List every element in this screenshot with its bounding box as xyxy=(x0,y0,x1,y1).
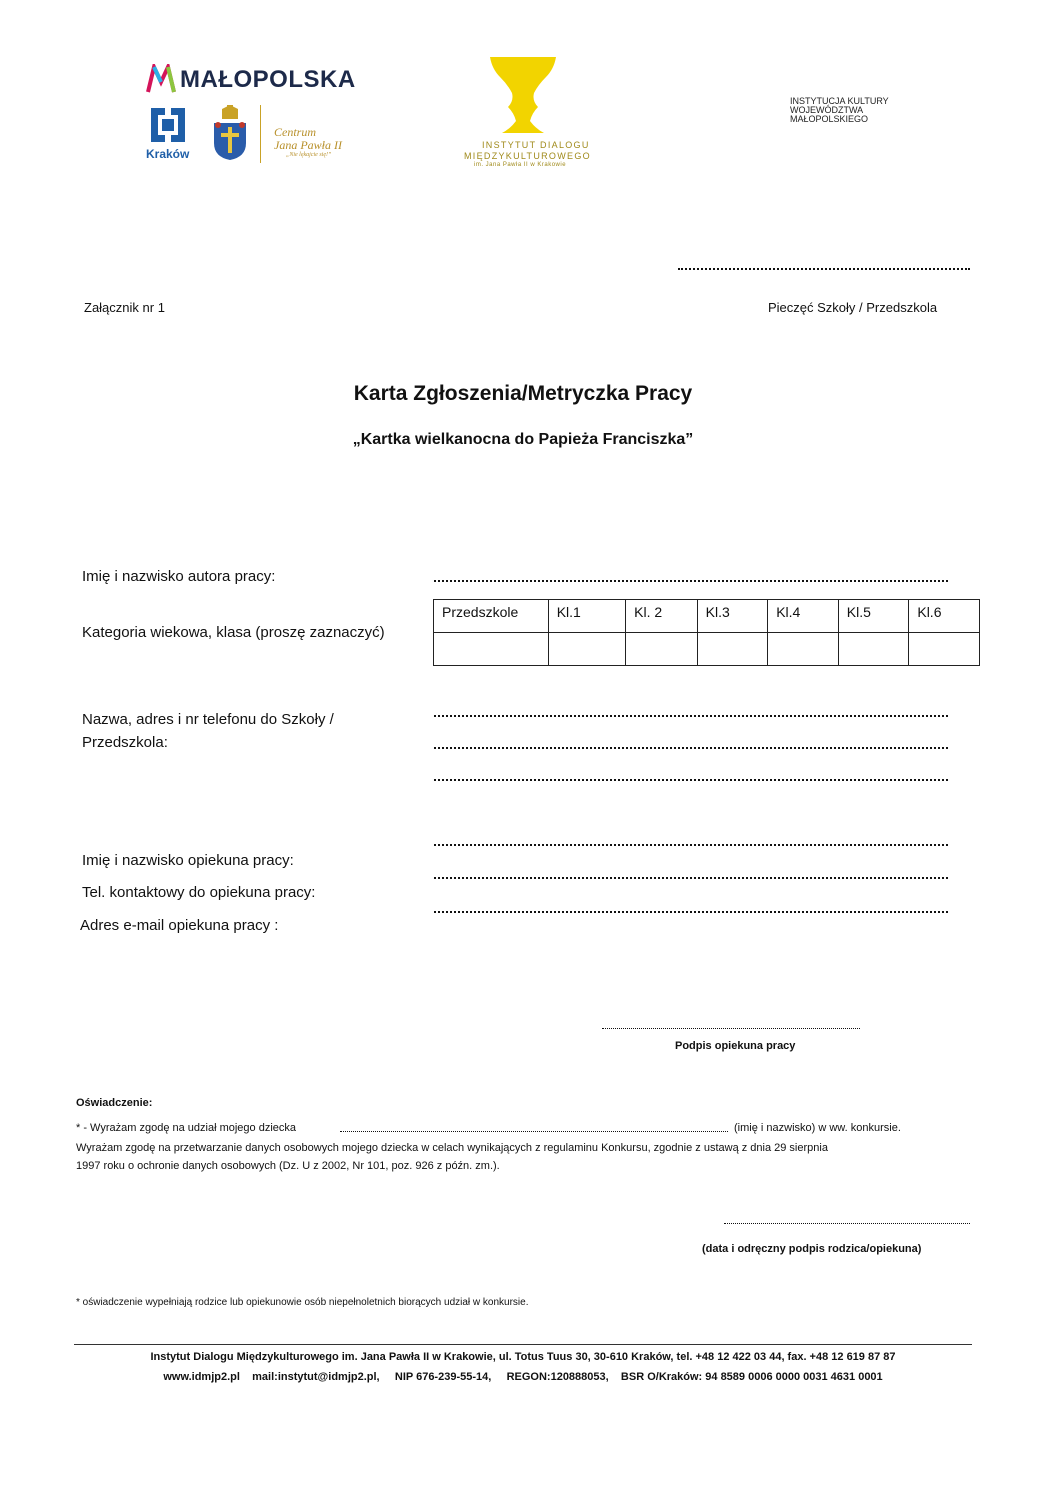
stamp-dotted-line xyxy=(678,268,970,270)
footer-line1: Instytut Dialogu Międzykulturowego im. Jana Pawła II w Krakowie, ul. Totus Tuus 30, 30-610 Kraków, tel. +48 12 422 03 44, fax. +48 12 619 87 87 xyxy=(150,1351,896,1363)
category-cell: Przedszkole xyxy=(434,600,549,633)
phone-input-line[interactable] xyxy=(434,877,948,879)
guardian-signature-line[interactable] xyxy=(602,1028,860,1029)
guardian-input-line[interactable] xyxy=(434,844,948,846)
school-label-line2: Przedszkola: xyxy=(82,734,168,751)
krakow-text: Kraków xyxy=(146,147,190,161)
category-table xyxy=(433,599,980,666)
declaration-line3: 1997 roku o ochronie danych osobowych (Dz. U z 2002, Nr 101, poz. 926 z późn. zm.). xyxy=(76,1160,500,1172)
school-input-line[interactable] xyxy=(434,747,948,749)
institute-logo xyxy=(460,55,590,175)
child-name-dotted-line[interactable] xyxy=(340,1131,728,1132)
declaration-line2: Wyrażam zgodę na przetwarzanie danych osobowych mojego dziecka w celach wynikających z regulaminu Konkursu, zgodnie z ustawą z dnia 29 sierpnia xyxy=(76,1142,828,1154)
centrum-logo xyxy=(210,105,370,165)
category-cell: Kl.4 xyxy=(768,600,839,633)
krakow-logo xyxy=(146,107,196,163)
stamp-label: Pieczęć Szkoły / Przedszkola xyxy=(768,300,938,315)
school-input-line[interactable] xyxy=(434,715,948,717)
centrum-subtitle: „Nie lękajcie się!” xyxy=(286,152,332,158)
category-checkbox[interactable] xyxy=(768,633,839,666)
category-checkbox[interactable] xyxy=(838,633,909,666)
institute-line1: INSTYTUT DIALOGU xyxy=(482,140,590,150)
declaration-line1-b: (imię i nazwisko) w ww. konkursie. xyxy=(734,1122,901,1134)
culture-institution-label xyxy=(790,97,889,124)
author-input-line[interactable] xyxy=(434,580,948,582)
category-checkbox-row xyxy=(434,633,980,666)
category-checkbox[interactable] xyxy=(909,633,980,666)
institute-line3: im. Jana Pawła II w Krakowie xyxy=(474,162,567,168)
category-checkbox[interactable] xyxy=(697,633,768,666)
footer-divider xyxy=(74,1344,972,1345)
parent-signature-line[interactable] xyxy=(724,1223,970,1224)
culture-line2: WOJEWÓDZTWA xyxy=(790,105,864,115)
institute-line2: MIĘDZYKULTUROWEGO xyxy=(464,151,591,161)
papal-coat-of-arms-icon xyxy=(210,105,250,161)
phone-label: Tel. kontaktowy do opiekuna pracy: xyxy=(82,884,316,901)
declaration-heading: Oświadczenie: xyxy=(76,1097,153,1109)
email-input-line[interactable] xyxy=(434,911,948,913)
parent-signature-label: (data i odręczny podpis rodzica/opiekuna) xyxy=(702,1243,922,1255)
school-label-line1: Nazwa, adres i nr telefonu do Szkoły / xyxy=(82,711,334,728)
category-checkbox[interactable] xyxy=(548,633,625,666)
school-input-line[interactable] xyxy=(434,779,948,781)
attachment-label: Załącznik nr 1 xyxy=(84,300,165,315)
malopolska-logo xyxy=(146,64,356,98)
category-cell: Kl.6 xyxy=(909,600,980,633)
category-header-row xyxy=(434,600,980,633)
category-cell: Kl.1 xyxy=(548,600,625,633)
chalice-faces-icon xyxy=(488,55,558,137)
page-subtitle: „Kartka wielkanocna do Papieża Franciszka” xyxy=(352,431,694,448)
malopolska-text: MAŁOPOLSKA xyxy=(180,66,356,93)
page-title: Karta Zgłoszenia/Metryczka Pracy xyxy=(353,382,693,405)
culture-line1: INSTYTUCJA KULTURY xyxy=(790,96,889,106)
author-label: Imię i nazwisko autora pracy: xyxy=(82,568,276,585)
krakow-crest-icon xyxy=(150,107,186,143)
declaration-line1-a: * - Wyrażam zgodę na udział mojego dziecka xyxy=(76,1122,297,1134)
culture-line3: MAŁOPOLSKIEGO xyxy=(790,114,869,124)
centrum-name2: Jana Pawła II xyxy=(274,138,342,152)
guardian-signature-label: Podpis opiekuna pracy xyxy=(675,1040,796,1052)
category-checkbox[interactable] xyxy=(434,633,549,666)
footnote: * oświadczenie wypełniają rodzice lub opiekunowie osób niepełnoletnich biorących udział w konkursie. xyxy=(76,1297,529,1308)
category-checkbox[interactable] xyxy=(626,633,697,666)
footer-line2: www.idmjp2.pl mail:instytut@idmjp2.pl, NIP 676-239-55-14, REGON:120888053, BSR O/Kraków: 94 8589 0006 0000 0031 4631 0001 xyxy=(163,1371,883,1383)
category-label: Kategoria wiekowa, klasa (proszę zaznaczyć) xyxy=(82,624,385,641)
email-label: Adres e-mail opiekuna pracy : xyxy=(80,917,279,934)
category-cell: Kl.5 xyxy=(838,600,909,633)
category-cell: Kl.3 xyxy=(697,600,768,633)
guardian-label: Imię i nazwisko opiekuna pracy: xyxy=(82,852,294,869)
malopolska-m-icon xyxy=(146,64,176,94)
category-cell: Kl. 2 xyxy=(626,600,697,633)
centrum-name: Centrum xyxy=(274,125,316,139)
